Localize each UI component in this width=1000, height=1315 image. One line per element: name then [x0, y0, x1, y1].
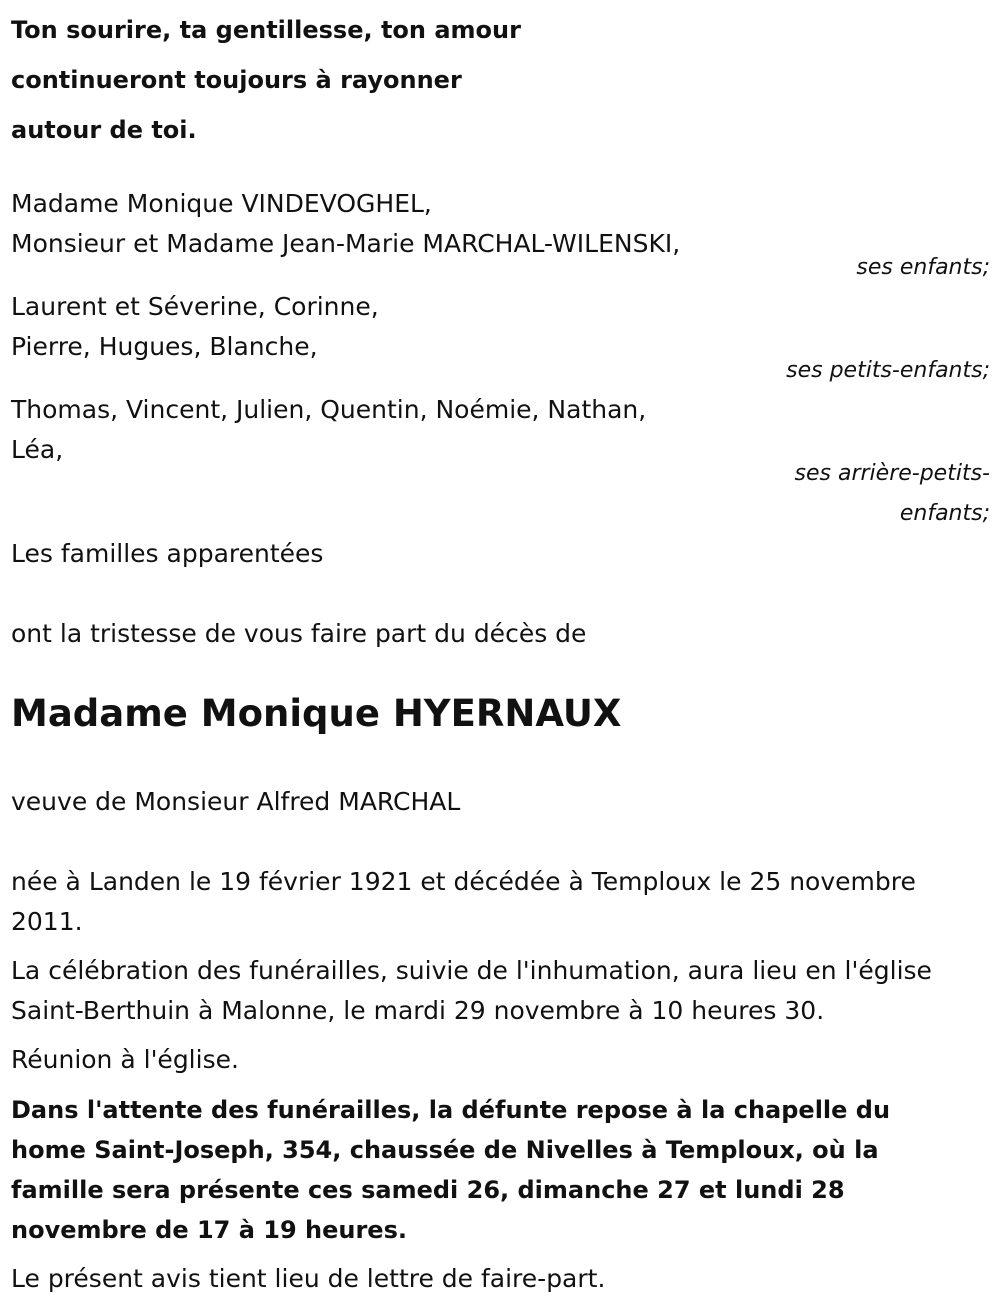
- family-member-line: Léa,: [11, 435, 64, 464]
- role-line: ses arrière-petits-: [794, 461, 990, 486]
- grandchildren-role: ses petits-enfants;: [786, 358, 990, 383]
- family-member-line: Madame Monique VINDEVOGHEL,: [11, 189, 432, 218]
- paragraph-line: famille sera présente ces samedi 26, dimanche 27 et lundi 28: [11, 1176, 845, 1204]
- epitaph-line: autour de toi.: [11, 116, 197, 144]
- paragraph-line: novembre de 17 à 19 heures.: [11, 1216, 407, 1244]
- announcement-line: ont la tristesse de vous faire part du décès de: [11, 619, 587, 648]
- birth-death-paragraph: [11, 862, 916, 942]
- closing-line: Le présent avis tient lieu de lettre de faire-part.: [11, 1264, 606, 1293]
- epitaph-line: continueront toujours à rayonner: [11, 66, 462, 94]
- great-grandchildren-role: [795, 454, 990, 534]
- role-line: enfants;: [899, 501, 990, 526]
- family-member-line: Pierre, Hugues, Blanche,: [11, 332, 318, 361]
- children-role: ses enfants;: [856, 255, 990, 280]
- family-member-line: Monsieur et Madame Jean-Marie MARCHAL-WILENSKI,: [11, 229, 681, 258]
- paragraph-line: home Saint-Joseph, 354, chaussée de Nivelles à Temploux, où la: [11, 1136, 879, 1164]
- children-list: [11, 184, 680, 264]
- meeting-line: Réunion à l'église.: [11, 1045, 239, 1074]
- epitaph: [11, 5, 521, 155]
- deceased-name: Madame Monique HYERNAUX: [11, 692, 622, 735]
- visitation-paragraph: [11, 1090, 890, 1250]
- family-member-line: Thomas, Vincent, Julien, Quentin, Noémie, Nathan,: [11, 395, 647, 424]
- paragraph-line: Dans l'attente des funérailles, la défunte repose à la chapelle du: [11, 1096, 891, 1124]
- grandchildren-list: [11, 287, 379, 367]
- families-line: Les familles apparentées: [11, 539, 324, 568]
- great-grandchildren-list: [11, 390, 646, 470]
- paragraph-line: née à Landen le 19 février 1921 et décédée à Temploux le 25 novembre: [11, 867, 916, 896]
- ceremony-paragraph: [11, 951, 932, 1031]
- paragraph-line: Saint-Berthuin à Malonne, le mardi 29 novembre à 10 heures 30.: [11, 996, 825, 1025]
- epitaph-line: Ton sourire, ta gentillesse, ton amour: [11, 16, 521, 44]
- widow-of-line: veuve de Monsieur Alfred MARCHAL: [11, 787, 461, 816]
- paragraph-line: 2011.: [11, 907, 83, 936]
- paragraph-line: La célébration des funérailles, suivie de l'inhumation, aura lieu en l'église: [11, 956, 932, 985]
- family-member-line: Laurent et Séverine, Corinne,: [11, 292, 379, 321]
